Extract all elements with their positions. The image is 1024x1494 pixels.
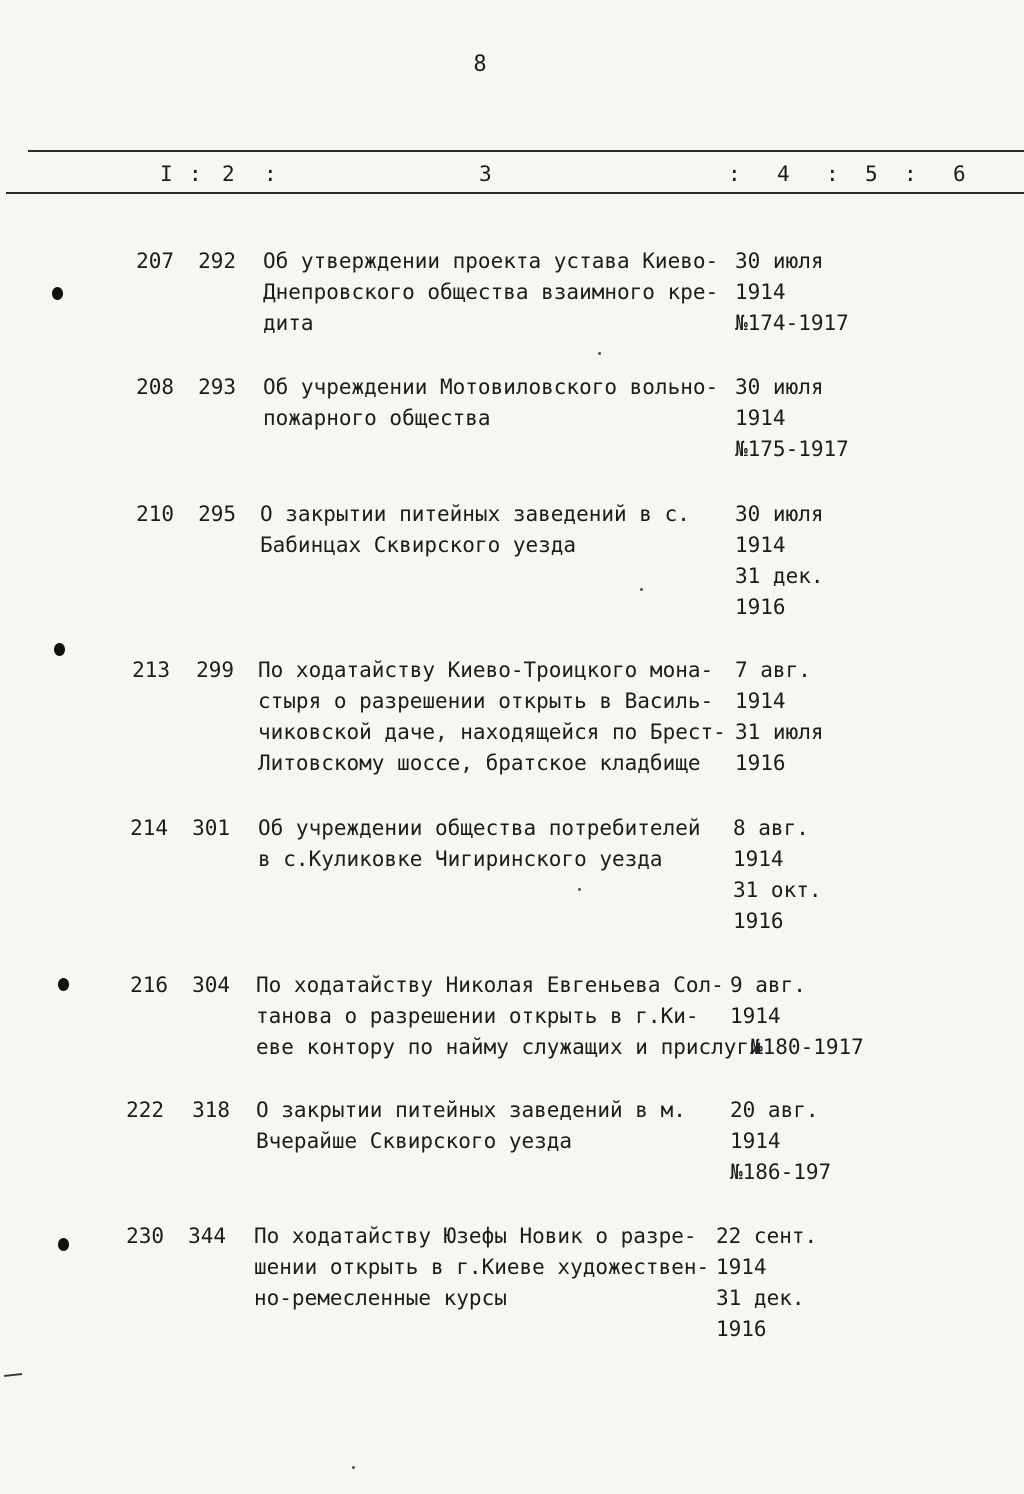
entry-sheet-number: 304 [192,973,230,997]
column-header-5: 5 [865,162,878,186]
entry-title-line: О закрытии питейных заведений в с. [260,502,690,526]
binding-hole [52,287,63,300]
entry-date-line: 20 авг. [730,1098,819,1122]
entry-dates [716,1221,896,1345]
entry-number: 208 [136,375,174,399]
entry-date-line: 1916 [735,595,786,619]
entry-title-line: Бабинцах Сквирского уезда [260,533,577,557]
entry-title-line: Об учреждении общества потребителей [258,816,701,840]
header-top-rule [28,150,1024,152]
entry-number: 216 [130,973,168,997]
entry-date-line: №175-1917 [735,437,849,461]
entry-date-line: 30 июля [735,249,824,273]
entry-sheet-number: 292 [198,249,236,273]
entry-date-line: 1914 [733,847,784,871]
entry-title-line: еве контору по найму служащих и прислуги [256,1035,762,1059]
binding-hole [58,1238,69,1251]
entry-number: 207 [136,249,174,273]
paper-speck [640,588,643,591]
entry-date-line: №186-197 [730,1160,832,1184]
entry-title [256,1095,736,1157]
entry-title [254,1221,734,1314]
entry-title-line: пожарного общества [263,406,491,430]
column-header-1: I [160,162,173,186]
entry-sheet-number: 344 [188,1224,226,1248]
entry-date-line: №174-1917 [735,311,849,335]
entry-date-line: 31 дек. [716,1286,805,1310]
entry-number: 222 [126,1098,164,1122]
entry-number: 214 [130,816,168,840]
entry-title-line: О закрытии питейных заведений в м. [256,1098,686,1122]
entry-date-line: 1914 [730,1004,781,1028]
entry-title-line: Об утверждении проекта устава Киево- [263,249,719,273]
entry-sheet-number: 299 [196,658,234,682]
entry-title [258,813,738,875]
entry-title [256,970,762,1063]
entry-date-line: 1916 [716,1317,767,1341]
column-header-3: 3 [479,162,492,186]
entry-date-line: 1914 [730,1129,781,1153]
paper-speck [578,888,581,891]
entry-title-line: Вчерайше Сквирского уезда [256,1129,573,1153]
entry-date-line: 31 дек. [735,564,824,588]
entry-dates [733,813,913,937]
entry-number: 230 [126,1224,164,1248]
column-header-separator: : [904,162,917,186]
entry-dates [730,970,910,1063]
entry-date-line: 1914 [735,406,786,430]
entry-title-line: дита [263,311,314,335]
entry-number: 213 [132,658,170,682]
column-header-separator: : [264,162,277,186]
entry-title-line: По ходатайству Николая Евгеньева Сол- [256,973,724,997]
entry-date-line: 1916 [735,751,786,775]
paper-speck [352,1466,355,1469]
entry-dates [730,1095,910,1188]
entry-title [260,499,740,561]
entry-date-line: 1914 [735,689,786,713]
margin-mark [4,1373,22,1377]
entry-date-line: 31 окт. [733,878,822,902]
entry-sheet-number: 301 [192,816,230,840]
entry-date-line: №180-1917 [750,1035,864,1059]
entry-title-line: Об учреждении Мотовиловского вольно- [263,375,719,399]
entry-date-line: 1914 [716,1255,767,1279]
column-header-2: 2 [222,162,235,186]
entry-sheet-number: 295 [198,502,236,526]
entry-title-line: чиковской даче, находящейся по Брест- [258,720,726,744]
entry-title-line: танова о разрешении открыть в г.Ки- [256,1004,699,1028]
entry-date-line: 30 июля [735,502,824,526]
entry-title-line: но-ремесленные курсы [254,1286,507,1310]
entry-date-line: 1914 [735,533,786,557]
paper-speck [598,352,601,355]
entry-title-line: Днепровского общества взаимного кре- [263,280,719,304]
entry-dates [735,655,915,779]
entry-date-line: 31 июля [735,720,824,744]
entry-date-line: 7 авг. [735,658,811,682]
entry-title [258,655,738,779]
page-number: 8 [473,52,487,77]
column-header-6: 6 [953,162,966,186]
entry-sheet-number: 293 [198,375,236,399]
entry-title-line: шении открыть в г.Киеве художествен- [254,1255,710,1279]
entry-dates [735,499,915,623]
entry-dates [735,372,915,465]
entry-title [263,372,743,434]
header-bottom-rule [6,192,1024,194]
entry-date-line: 30 июля [735,375,824,399]
entry-date-line: 8 авг. [733,816,809,840]
entry-title-line: По ходатайству Киево-Троицкого мона- [258,658,714,682]
entry-number: 210 [136,502,174,526]
binding-hole [54,643,65,656]
entry-title [263,246,743,339]
entry-title-line: в с.Куликовке Чигиринского уезда [258,847,663,871]
column-header-separator: : [189,162,202,186]
entry-sheet-number: 318 [192,1098,230,1122]
entry-date-line: 1914 [735,280,786,304]
entry-date-line: 22 сент. [716,1224,818,1248]
column-header-4: 4 [777,162,790,186]
entry-title-line: По ходатайству Юзефы Новик о разре- [254,1224,697,1248]
entry-title-line: стыря о разрешении открыть в Василь- [258,689,714,713]
entry-dates [735,246,915,339]
entry-title-line: Литовскому шоссе, братское кладбище [258,751,701,775]
column-header-separator: : [728,162,741,186]
entry-date-line: 1916 [733,909,784,933]
entry-date-line: 9 авг. [730,973,806,997]
column-header-separator: : [826,162,839,186]
binding-hole [58,978,69,991]
